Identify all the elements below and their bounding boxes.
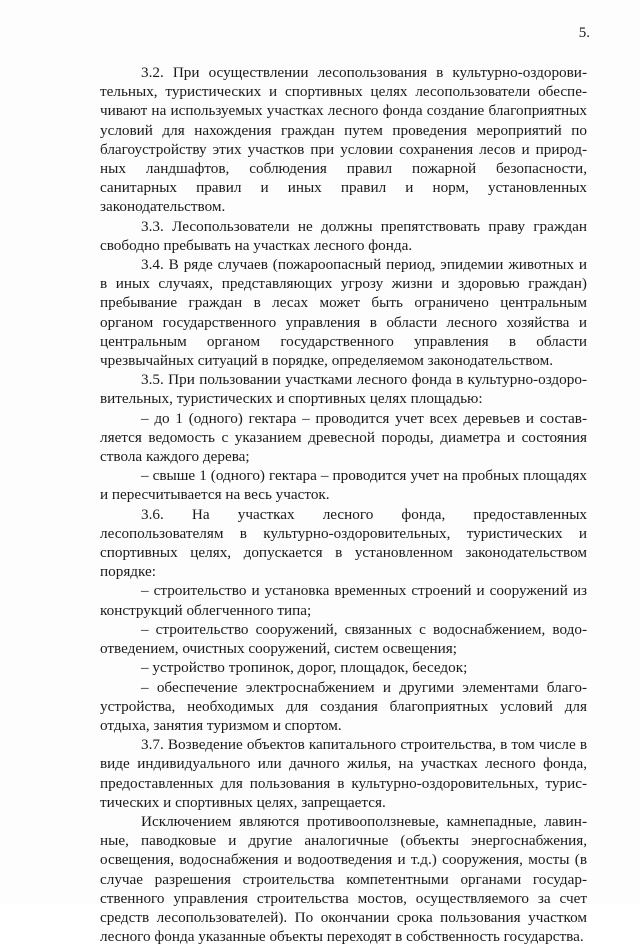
- paragraph-3-2: 3.2. При осуществлении лесопользования в культурно-оздоровительных, туристических и спортивных целях лесопользователи обеспечивают на используемых участках лесного фонда создание благоприятных условий для нахождения граждан путем проведения мероприятий по благоустройству этих участков при условии сохранения лесов и природных ландшафтов, соблюдения правил пожарной безопасности, санитарных правил и иных правил и норм, установленных законодательством.: [100, 64, 587, 216]
- paragraph-3-7: 3.7. Возведение объектов капитального строительства, в том числе в виде индивидуального или дачного жилья, на участках лесного фонда, предоставленных для пользования в культурно-оздоровительных, туристических и спортивных целях, запрещается.: [100, 736, 587, 811]
- list-item-temporary-structures: – строительство и установка временных строений и сооружений из конструкций облегченного типа;: [100, 582, 587, 619]
- paragraph-exceptions: Исключением являются противооползневые, камнепадные, лавинные, паводковые и другие аналогичные (объекты энергоснабжения, освещения, водоснабжения и водоотведения и т.д.) сооружения, мосты (в случае разрешения строительства компетентными органами государственного управления строительства мостов, осуществляемого за счет средств лесопользователей). По окончании срока пользования участком лесного фонда указанные объекты переходят в собственность государства.: [100, 812, 587, 946]
- list-item-up-to-1-hectare: – до 1 (одного) гектара – проводится учет всех деревьев и составляется ведомость с указанием древесной породы, диаметра и состояния ствола каждого дерева;: [100, 409, 587, 466]
- list-item-over-1-hectare: – свыше 1 (одного) гектара – проводится учет на пробных площадях и пересчитывается на весь участок.: [100, 467, 587, 504]
- paragraph-3-5: 3.5. При пользовании участками лесного фонда в культурно-оздоровительных, туристических и спортивных целях площадью:: [100, 371, 587, 408]
- list-item-paths-roads: – устройство тропинок, дорог, площадок, беседок;: [141, 659, 468, 677]
- list-item-water-structures: – строительство сооружений, связанных с водоснабжением, водоотведением, очистных сооружений, систем освещения;: [100, 620, 587, 658]
- paragraph-3-3: 3.3. Лесопользователи не должны препятствовать праву граждан свободно пребывать на участках лесного фонда.: [100, 217, 587, 254]
- page-number: 5.: [578, 25, 590, 41]
- paragraph-3-6: 3.6. На участках лесного фонда, предоставленных лесопользователям в культурно-оздоровительных, туристических и спортивных целях, допускается в установленном законодательством порядке:: [100, 505, 587, 581]
- list-item-electricity: – обеспечение электроснабжением и другими элементами благоустройства, необходимых для создания благоприятных условий для отдыха, занятия туризмом и спортом.: [100, 678, 587, 734]
- paragraph-3-4: 3.4. В ряде случаев (пожароопасный период, эпидемии животных и в иных случаях, представляющих угрозу жизни и здоровью граждан) пребывание граждан в лесах может быть ограничено центральным органом государственного управления в области лесного хозяйства и центральным органом государственного управления в области чрезвычайных ситуаций в порядке, определяемом законодательством.: [100, 256, 587, 370]
- document-body: [100, 63, 587, 946]
